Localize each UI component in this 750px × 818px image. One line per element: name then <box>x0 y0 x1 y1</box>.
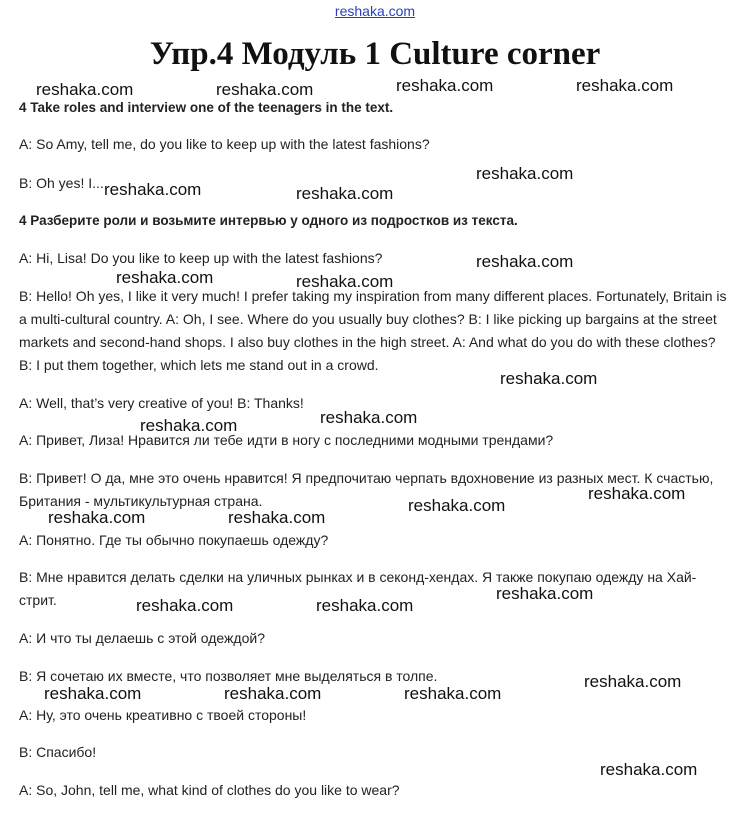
watermark: reshaka.com <box>600 760 698 779</box>
dialogue-line: A: Привет, Лиза! Нравится ли тебе идти в ногу с последними модными трендами? <box>19 432 554 448</box>
dialogue-line: B: Спасибо! <box>19 744 97 760</box>
watermark: reshaka.com <box>500 369 598 388</box>
watermark: reshaka.com <box>408 496 506 515</box>
watermark: reshaka.com <box>36 80 134 99</box>
watermark: reshaka.com <box>116 268 214 287</box>
dialogue-line: A: Well, that’s very creative of you! B: Thanks! <box>19 395 304 411</box>
watermark: reshaka.com <box>576 76 674 95</box>
watermark: reshaka.com <box>216 80 314 99</box>
watermark: reshaka.com <box>316 596 414 615</box>
watermark: reshaka.com <box>588 484 686 503</box>
watermark: reshaka.com <box>136 596 234 615</box>
watermark: reshaka.com <box>496 584 594 603</box>
watermark: reshaka.com <box>476 252 574 271</box>
dialogue-paragraph: B: Мне нравится делать сделки на уличных рынках и в секонд-хендах. Я также покупаю одежду на Хай-стрит. <box>19 569 697 608</box>
dialogue-line: A: И что ты делаешь с этой одеждой? <box>19 630 265 646</box>
dialogue-line: A: So Amy, tell me, do you like to keep up with the latest fashions? <box>19 136 430 152</box>
watermark: reshaka.com <box>140 416 238 435</box>
watermark: reshaka.com <box>224 684 322 703</box>
watermark: reshaka.com <box>296 272 394 291</box>
dialogue-paragraph: B: Привет! О да, мне это очень нравится! Я предпочитаю черпать вдохновение из разных мест. К счастью, Британия - мультикультурная страна. <box>19 470 714 509</box>
watermark: reshaka.com <box>48 508 146 527</box>
watermark: reshaka.com <box>104 180 202 199</box>
watermark: reshaka.com <box>584 672 682 691</box>
task-heading-ru: 4 Разберите роли и возьмите интервью у одного из подростков из текста. <box>19 213 518 228</box>
watermark: reshaka.com <box>228 508 326 527</box>
task-heading-en: 4 Take roles and interview one of the teenagers in the text. <box>19 100 394 115</box>
dialogue-line: A: Ну, это очень креативно с твоей стороны! <box>19 707 307 723</box>
watermark: reshaka.com <box>296 184 394 203</box>
site-link[interactable]: reshaka.com <box>334 3 416 19</box>
dialogue-paragraph: B: Hello! Oh yes, I like it very much! I prefer taking my inspiration from many different places. Fortunately, Britain is a multi-cultural country. A: Oh, I see. Where do you usually buy clothes? B: I like picking up bargains at the street markets and second-hand shops. I also buy clothes in the high street. A: And what do you do with these clothes? B: I put them together, which lets me stand out in a crowd. <box>19 288 727 373</box>
watermark: reshaka.com <box>476 164 574 183</box>
dialogue-line: A: So, John, tell me, what kind of clothes do you like to wear? <box>19 782 400 798</box>
dialogue-line: A: Hi, Lisa! Do you like to keep up with the latest fashions? <box>19 250 383 266</box>
dialogue-line: B: Oh yes! I... <box>19 175 104 191</box>
dialogue-line: B: Я сочетаю их вместе, что позволяет мне выделяться в толпе. <box>19 668 438 684</box>
watermark: reshaka.com <box>44 684 142 703</box>
page-title: Упр.4 Модуль 1 Culture corner <box>149 36 601 72</box>
watermark: reshaka.com <box>396 76 494 95</box>
dialogue-line: A: Понятно. Где ты обычно покупаешь одежду? <box>19 532 329 548</box>
watermark: reshaka.com <box>404 684 502 703</box>
watermark: reshaka.com <box>320 408 418 427</box>
